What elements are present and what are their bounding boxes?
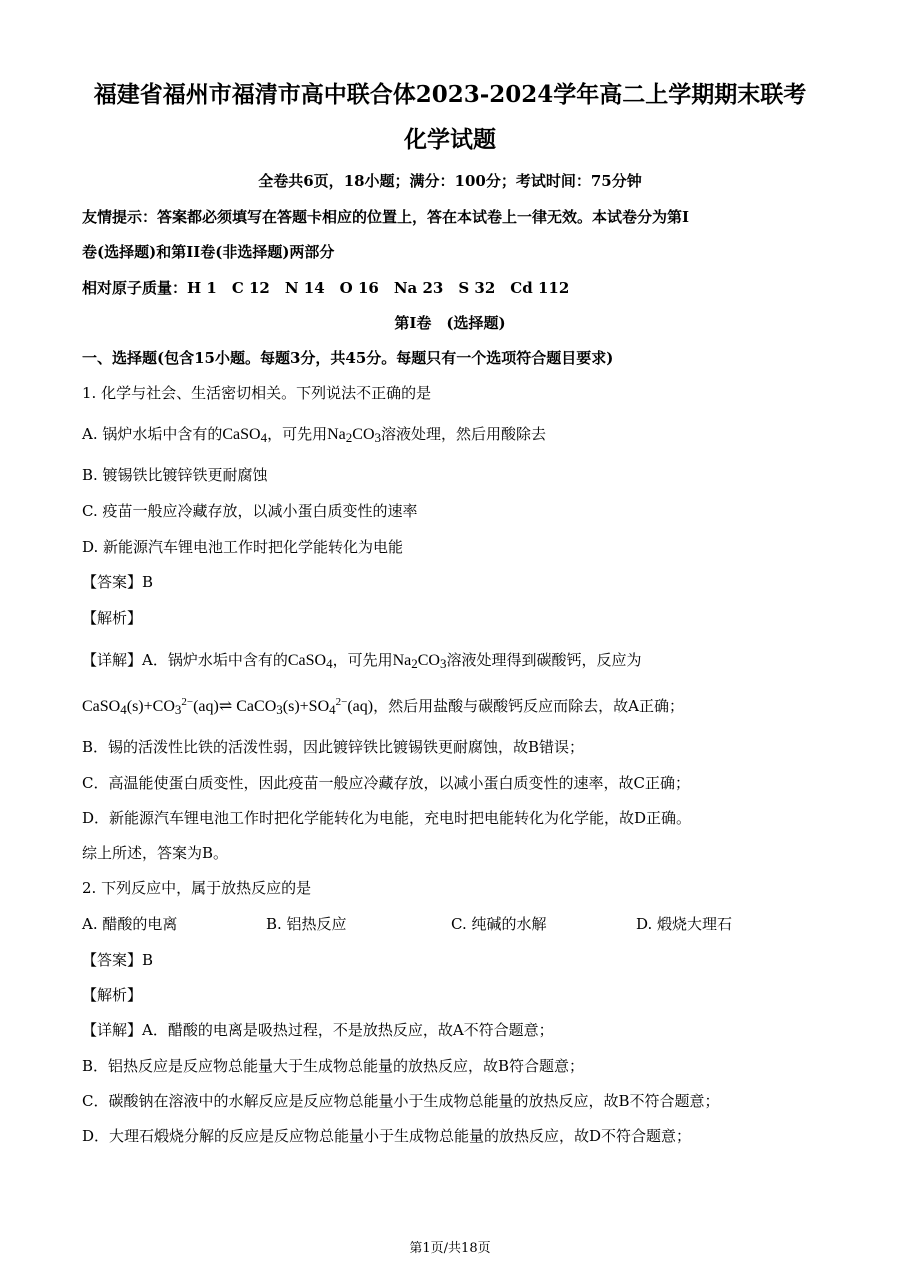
tip-line-2: 卷(选择题)和第II卷(非选择题)两部分 (82, 243, 335, 261)
q1-detail-c: C．高温能使蛋白质变性，因此疫苗一般应冷藏存放，以减小蛋白质变性的速率，故C正确； (82, 774, 690, 792)
q1-option-a-mid: ，可先用 (267, 425, 328, 443)
q1-stem: 1. 化学与社会、生活密切相关。下列说法不正确的是 (82, 384, 432, 402)
q1-detail-d: D．新能源汽车锂电池工作时把化学能转化为电能，充电时把电能转化为化学能，故D正确。 (82, 809, 692, 827)
q1-detail-a-mid: ，可先用 (332, 651, 393, 669)
formula-na2co3: $Na_2CO_3$ (327, 426, 382, 445)
q1-option-a-post: 溶液处理，然后用酸除去 (381, 425, 547, 443)
formula-na2co3: $Na_2CO_3$ (392, 652, 447, 671)
q1-option-a-pre: A. 锅炉水垢中含有的 (82, 425, 223, 443)
q2-stem: 2. 下列反应中，属于放热反应的是 (82, 879, 312, 897)
q1-option-c: C. 疫苗一般应冷藏存放，以减小蛋白质变性的速率 (82, 502, 418, 520)
exam-info: 全卷共6页，18小题；满分：100分；考试时间：75分钟 (258, 172, 642, 190)
q2-detail-b: B．铝热反应是反应物总能量大于生成物总能量的放热反应，故B符合题意； (82, 1057, 585, 1075)
q2-detail-d: D．大理石煅烧分解的反应是反应物总能量小于生成物总能量的放热反应，故D不符合题意； (82, 1127, 692, 1145)
q1-summary: 综上所述，答案为B。 (82, 844, 229, 862)
q2-option-c: C. 纯碱的水解 (451, 915, 547, 933)
q1-detail-a-post: 溶液处理得到碳酸钙，反应为 (446, 651, 642, 669)
q1-option-a (82, 424, 546, 445)
volume-title: 第I卷 (选择题) (394, 314, 506, 332)
page-title-line2: 化学试题 (404, 126, 496, 153)
q2-analysis-label: 【解析】 (82, 986, 143, 1004)
q2-answer: 【答案】B (82, 951, 154, 969)
page-footer: 第1页/共18页 (409, 1241, 491, 1256)
q1-option-d: D. 新能源汽车锂电池工作时把化学能转化为电能 (82, 538, 404, 556)
q2-detail-a: 【详解】A．醋酸的电离是吸热过程，不是放热反应，故A不符合题意； (82, 1021, 554, 1039)
q2-option-b: B. 铝热反应 (266, 915, 347, 933)
q1-option-b: B. 镀锡铁比镀锌铁更耐腐蚀 (82, 466, 268, 484)
tip-line-1: 友情提示：答案都必须填写在答题卡相应的位置上，答在本试卷上一律无效。本试卷分为第I (82, 208, 690, 226)
part-title: 一、选择题(包含15小题。每题3分，共45分。每题只有一个选项符合题目要求) (82, 349, 614, 367)
q1-analysis-label: 【解析】 (82, 609, 143, 627)
formula-caso4: CaSO$_4$ (222, 426, 268, 445)
q1-equation-line (82, 696, 684, 717)
q1-detail-a (82, 650, 642, 671)
q2-option-d: D. 煅烧大理石 (636, 915, 733, 933)
formula-caso4: CaSO$_4$ (287, 652, 333, 671)
q2-option-a: A. 醋酸的电离 (82, 915, 178, 933)
atomic-mass: 相对原子质量：H 1 C 12 N 14 O 16 Na 23 S 32 Cd 112 (82, 279, 570, 297)
q1-answer: 【答案】B (82, 573, 154, 591)
q1-equation-tail: ，然后用盐酸与碳酸钙反应而除去，故A正确； (373, 697, 684, 715)
page-title-line1: 福建省福州市福清市高中联合体2023-2024学年高二上学期期末联考 (93, 81, 807, 108)
q1-detail-b: B．锡的活泼性比铁的活泼性弱，因此镀锌铁比镀锡铁更耐腐蚀，故B错误； (82, 738, 585, 756)
q2-detail-c: C．碳酸钠在溶液中的水解反应是反应物总能量小于生成物总能量的放热反应，故B不符合题意； (82, 1092, 720, 1110)
q1-detail-a-pre: 【详解】A．锅炉水垢中含有的 (82, 651, 288, 669)
reaction-equation: $CaSO_4(s)+CO_3^{2-}(aq)\rightleftharpoons$ $CaCO_3(s)+SO_4^{2-}(aq)$ (82, 696, 374, 717)
